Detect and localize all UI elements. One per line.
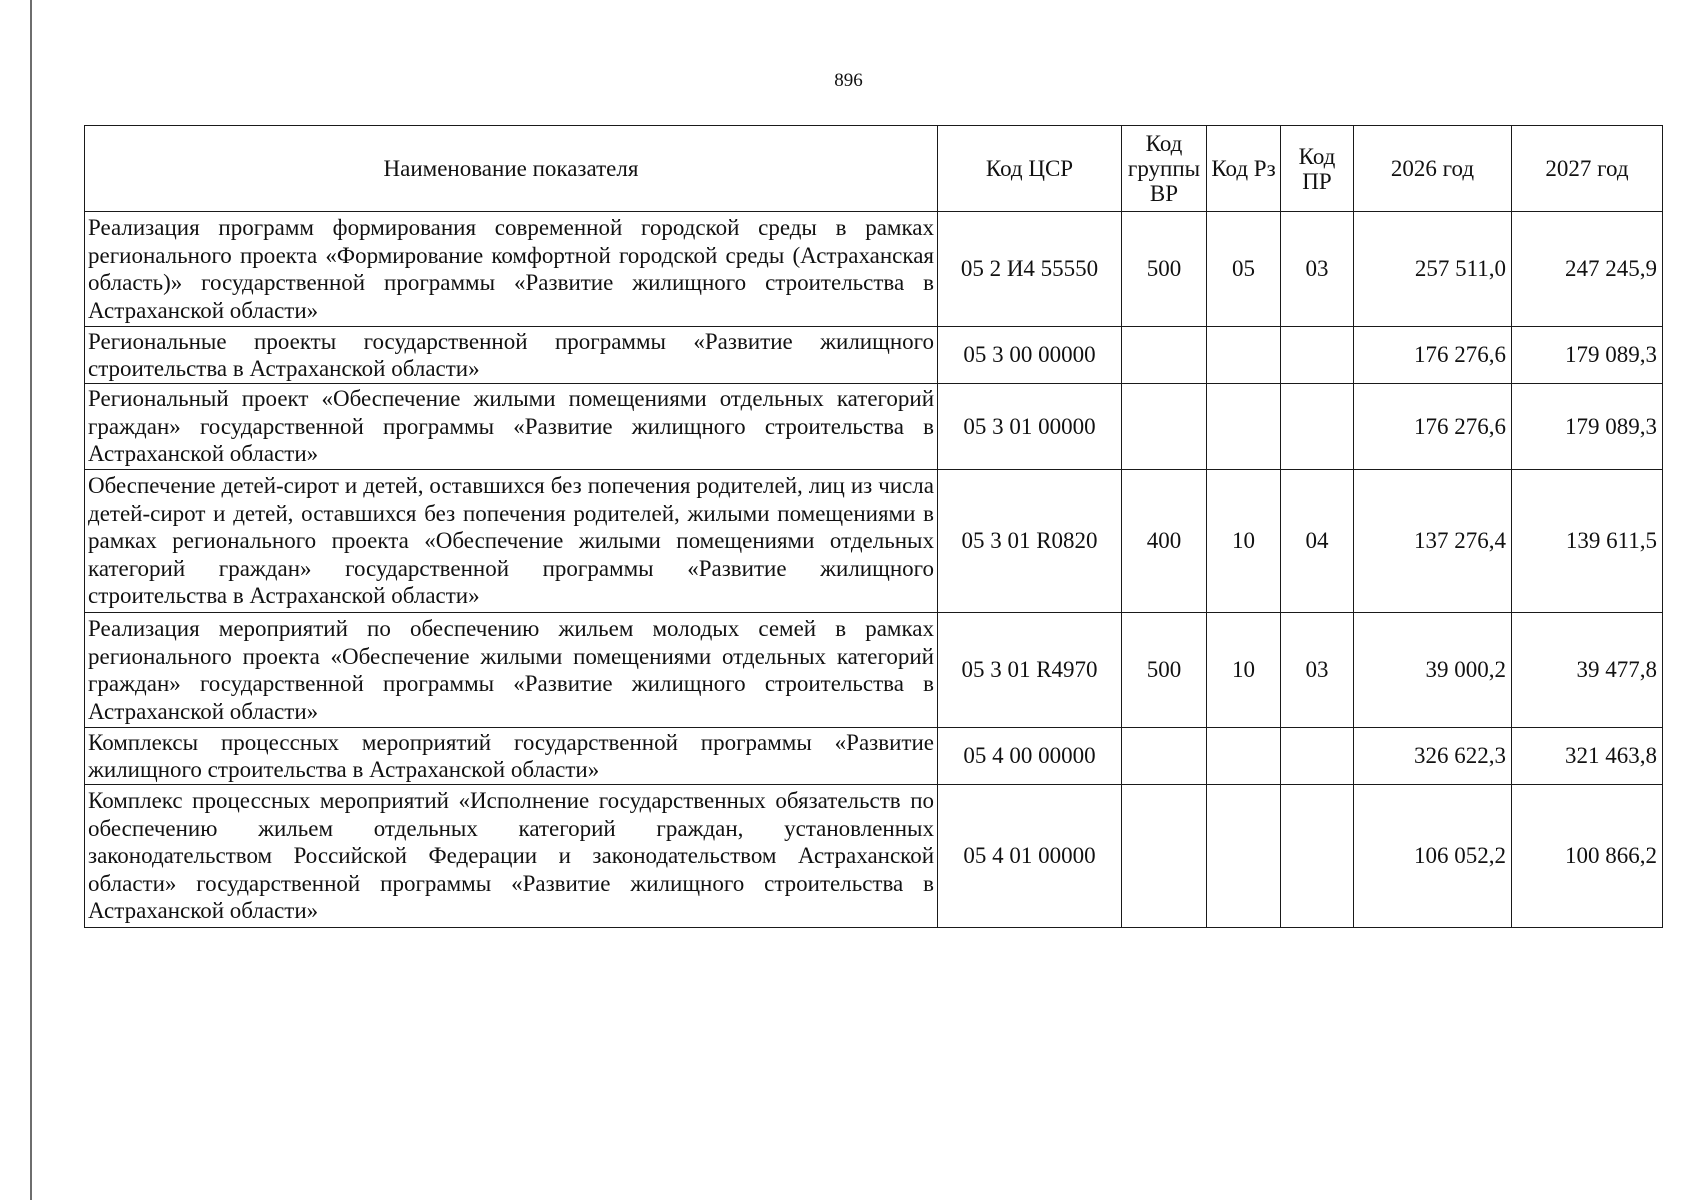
row-value-2026: 39 000,2 xyxy=(1354,613,1512,728)
row-value-2027: 139 611,5 xyxy=(1512,470,1663,613)
row-pr-code: 04 xyxy=(1281,470,1354,613)
row-value-2027: 247 245,9 xyxy=(1512,212,1663,327)
row-rz-code xyxy=(1207,728,1281,785)
row-value-2026: 137 276,4 xyxy=(1354,470,1512,613)
row-vr-code: 500 xyxy=(1122,212,1207,327)
row-vr-code xyxy=(1122,327,1207,384)
row-rz-code: 10 xyxy=(1207,613,1281,728)
row-name: Региональный проект «Обеспечение жилыми помещениями отдельных категорий граждан» государственной программы «Развитие жилищного строительства в Астраханской области» xyxy=(85,384,938,470)
header-rz-code: Код Рз xyxy=(1207,126,1281,212)
row-pr-code xyxy=(1281,785,1354,928)
row-value-2026: 176 276,6 xyxy=(1354,327,1512,384)
table-row xyxy=(85,327,1663,384)
row-csr-code: 05 3 01 R0820 xyxy=(938,470,1122,613)
row-value-2026: 106 052,2 xyxy=(1354,785,1512,928)
header-year-2026: 2026 год xyxy=(1354,126,1512,212)
row-name: Комплекс процессных мероприятий «Исполнение государственных обязательств по обеспечению жильем отдельных категорий граждан, установленных законодательством Российской Федерации и законодательством Астраханской области» государственной программы «Развитие жилищного строительства в Астраханской области» xyxy=(85,785,938,928)
row-pr-code: 03 xyxy=(1281,212,1354,327)
table-row xyxy=(85,728,1663,785)
row-name: Региональные проекты государственной программы «Развитие жилищного строительства в Астраханской области» xyxy=(85,327,938,384)
row-rz-code: 05 xyxy=(1207,212,1281,327)
row-value-2027: 179 089,3 xyxy=(1512,384,1663,470)
page-number: 896 xyxy=(834,70,863,91)
row-value-2027: 179 089,3 xyxy=(1512,327,1663,384)
left-margin-rule xyxy=(30,0,32,1200)
row-value-2026: 257 511,0 xyxy=(1354,212,1512,327)
row-vr-code xyxy=(1122,728,1207,785)
table-row xyxy=(85,785,1663,928)
row-vr-code: 400 xyxy=(1122,470,1207,613)
row-csr-code: 05 3 00 00000 xyxy=(938,327,1122,384)
row-value-2027: 39 477,8 xyxy=(1512,613,1663,728)
table-row xyxy=(85,384,1663,470)
row-csr-code: 05 4 01 00000 xyxy=(938,785,1122,928)
row-pr-code: 03 xyxy=(1281,613,1354,728)
row-csr-code: 05 3 01 R4970 xyxy=(938,613,1122,728)
row-vr-code xyxy=(1122,785,1207,928)
row-rz-code xyxy=(1207,327,1281,384)
row-vr-code xyxy=(1122,384,1207,470)
row-value-2026: 326 622,3 xyxy=(1354,728,1512,785)
row-value-2027: 321 463,8 xyxy=(1512,728,1663,785)
row-pr-code xyxy=(1281,384,1354,470)
row-csr-code: 05 4 00 00000 xyxy=(938,728,1122,785)
header-pr-code: Код ПР xyxy=(1281,126,1354,212)
table-row xyxy=(85,470,1663,613)
row-rz-code: 10 xyxy=(1207,470,1281,613)
row-name: Обеспечение детей-сирот и детей, оставшихся без попечения родителей, лиц из числа детей-сирот и детей, оставшихся без попечения родителей, жилыми помещениями в рамках регионального проекта «Обеспечение жилыми помещениями отдельных категорий граждан» государственной программы «Развитие жилищного строительства в Астраханской области» xyxy=(85,470,938,613)
header-csr-code: Код ЦСР xyxy=(938,126,1122,212)
table-header-row xyxy=(85,126,1663,212)
header-year-2027: 2027 год xyxy=(1512,126,1663,212)
row-csr-code: 05 2 И4 55550 xyxy=(938,212,1122,327)
row-pr-code xyxy=(1281,728,1354,785)
row-name: Реализация программ формирования современной городской среды в рамках регионального проекта «Формирование комфортной городской среды (Астраханская область)» государственной программы «Развитие жилищного строительства в Астраханской области» xyxy=(85,212,938,327)
table-row xyxy=(85,613,1663,728)
header-vr-code: Код группы ВР xyxy=(1122,126,1207,212)
table-row xyxy=(85,212,1663,327)
row-name: Комплексы процессных мероприятий государственной программы «Развитие жилищного строительства в Астраханской области» xyxy=(85,728,938,785)
row-rz-code xyxy=(1207,785,1281,928)
row-csr-code: 05 3 01 00000 xyxy=(938,384,1122,470)
row-pr-code xyxy=(1281,327,1354,384)
row-value-2027: 100 866,2 xyxy=(1512,785,1663,928)
header-name: Наименование показателя xyxy=(85,126,938,212)
budget-table xyxy=(84,125,1663,928)
row-vr-code: 500 xyxy=(1122,613,1207,728)
row-name: Реализация мероприятий по обеспечению жильем молодых семей в рамках регионального проекта «Обеспечение жилыми помещениями отдельных категорий граждан» государственной программы «Развитие жилищного строительства в Астраханской области» xyxy=(85,613,938,728)
row-rz-code xyxy=(1207,384,1281,470)
row-value-2026: 176 276,6 xyxy=(1354,384,1512,470)
